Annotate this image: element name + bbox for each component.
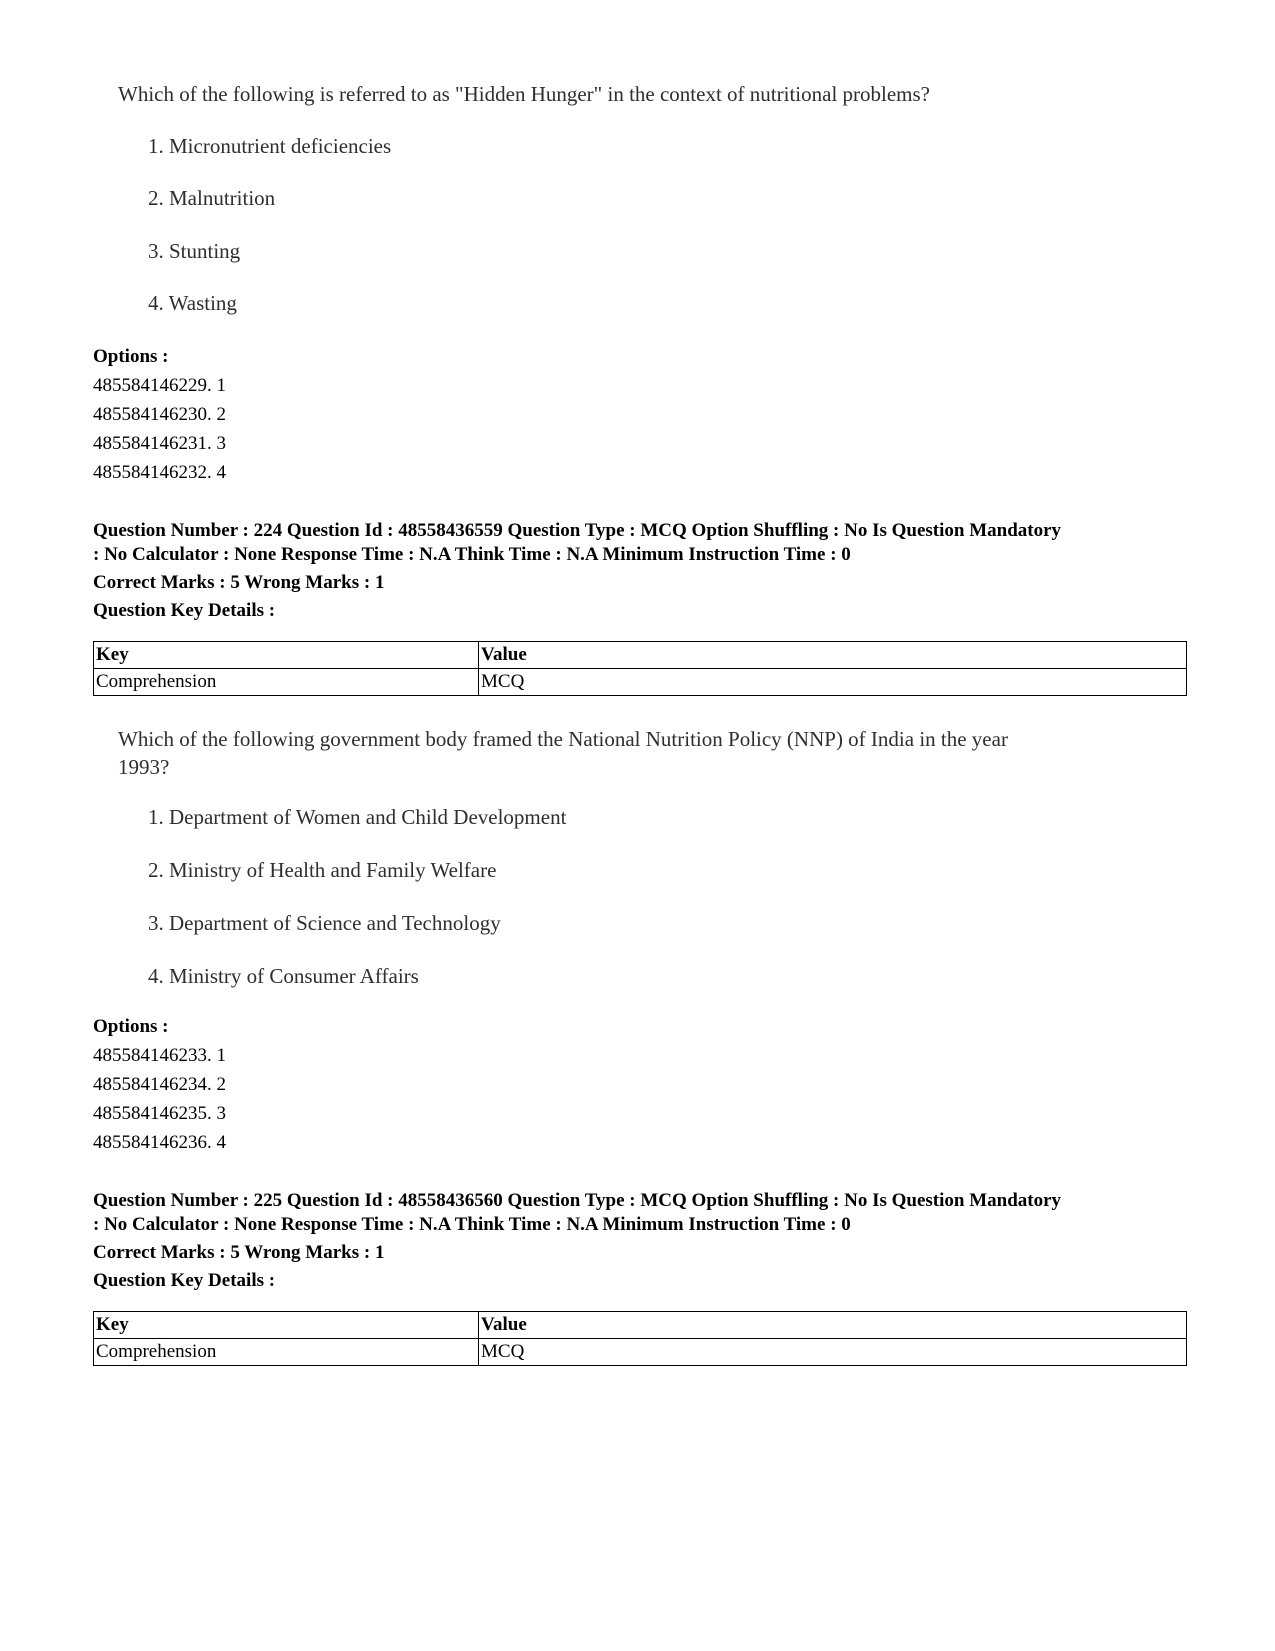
options-heading: Options : bbox=[93, 346, 169, 367]
question-choice-2: 2. Ministry of Health and Family Welfare bbox=[148, 858, 497, 882]
table-cell-key: Comprehension bbox=[94, 1339, 479, 1366]
table-header-key: Key bbox=[94, 642, 479, 669]
option-item: 485584146234. 2 bbox=[93, 1074, 226, 1095]
table-header-value: Value bbox=[479, 1312, 1187, 1339]
table-header-row bbox=[94, 1312, 1187, 1339]
option-item: 485584146229. 1 bbox=[93, 375, 226, 396]
question-image-224 bbox=[118, 725, 1158, 1005]
table-cell-value: MCQ bbox=[479, 669, 1187, 696]
question-text: Which of the following is referred to as "Hidden Hunger" in the context of nutritional problems? bbox=[118, 82, 931, 106]
question-meta-224 bbox=[93, 519, 1183, 623]
option-item: 485584146232. 4 bbox=[93, 462, 226, 483]
question-choice-1: 1. Department of Women and Child Development bbox=[148, 805, 567, 829]
marks-line: Correct Marks : 5 Wrong Marks : 1 bbox=[93, 572, 385, 593]
question-choice-2: 2. Malnutrition bbox=[148, 186, 276, 210]
table-row bbox=[94, 1339, 1187, 1366]
key-details-table-225 bbox=[93, 1311, 1187, 1366]
key-details-heading: Question Key Details : bbox=[93, 1270, 276, 1291]
table-header-key: Key bbox=[94, 1312, 479, 1339]
marks-line: Correct Marks : 5 Wrong Marks : 1 bbox=[93, 1242, 385, 1263]
option-item: 485584146230. 2 bbox=[93, 404, 226, 425]
key-details-heading: Question Key Details : bbox=[93, 600, 276, 621]
option-item: 485584146235. 3 bbox=[93, 1103, 226, 1124]
question-text-line-2: 1993? bbox=[118, 755, 170, 779]
table-row bbox=[94, 669, 1187, 696]
meta-line-2: : No Calculator : None Response Time : N.A Think Time : N.A Minimum Instruction Time : 0 bbox=[93, 544, 851, 565]
table-header-row bbox=[94, 642, 1187, 669]
meta-line-1: Question Number : 224 Question Id : 48558436559 Question Type : MCQ Option Shuffling : No Is Question Mandatory bbox=[93, 520, 1062, 541]
options-heading: Options : bbox=[93, 1016, 169, 1037]
question-image-223 bbox=[118, 80, 1158, 320]
options-list-223 bbox=[93, 342, 226, 487]
question-meta-225 bbox=[93, 1189, 1183, 1293]
table-cell-value: MCQ bbox=[479, 1339, 1187, 1366]
table-header-value: Value bbox=[479, 642, 1187, 669]
meta-line-2: : No Calculator : None Response Time : N.A Think Time : N.A Minimum Instruction Time : 0 bbox=[93, 1214, 851, 1235]
question-choice-4: 4. Ministry of Consumer Affairs bbox=[148, 964, 419, 988]
options-list-224 bbox=[93, 1012, 226, 1157]
question-choice-4: 4. Wasting bbox=[148, 291, 237, 315]
key-details-table-224 bbox=[93, 641, 1187, 696]
option-item: 485584146233. 1 bbox=[93, 1045, 226, 1066]
meta-line-1: Question Number : 225 Question Id : 48558436560 Question Type : MCQ Option Shuffling : No Is Question Mandatory bbox=[93, 1190, 1062, 1211]
question-choice-1: 1. Micronutrient deficiencies bbox=[148, 134, 392, 158]
question-choice-3: 3. Department of Science and Technology bbox=[148, 911, 501, 935]
option-item: 485584146231. 3 bbox=[93, 433, 226, 454]
option-item: 485584146236. 4 bbox=[93, 1132, 226, 1153]
question-text-line-1: Which of the following government body framed the National Nutrition Policy (NNP) of India in the year bbox=[118, 727, 1008, 751]
question-choice-3: 3. Stunting bbox=[148, 239, 241, 263]
table-cell-key: Comprehension bbox=[94, 669, 479, 696]
